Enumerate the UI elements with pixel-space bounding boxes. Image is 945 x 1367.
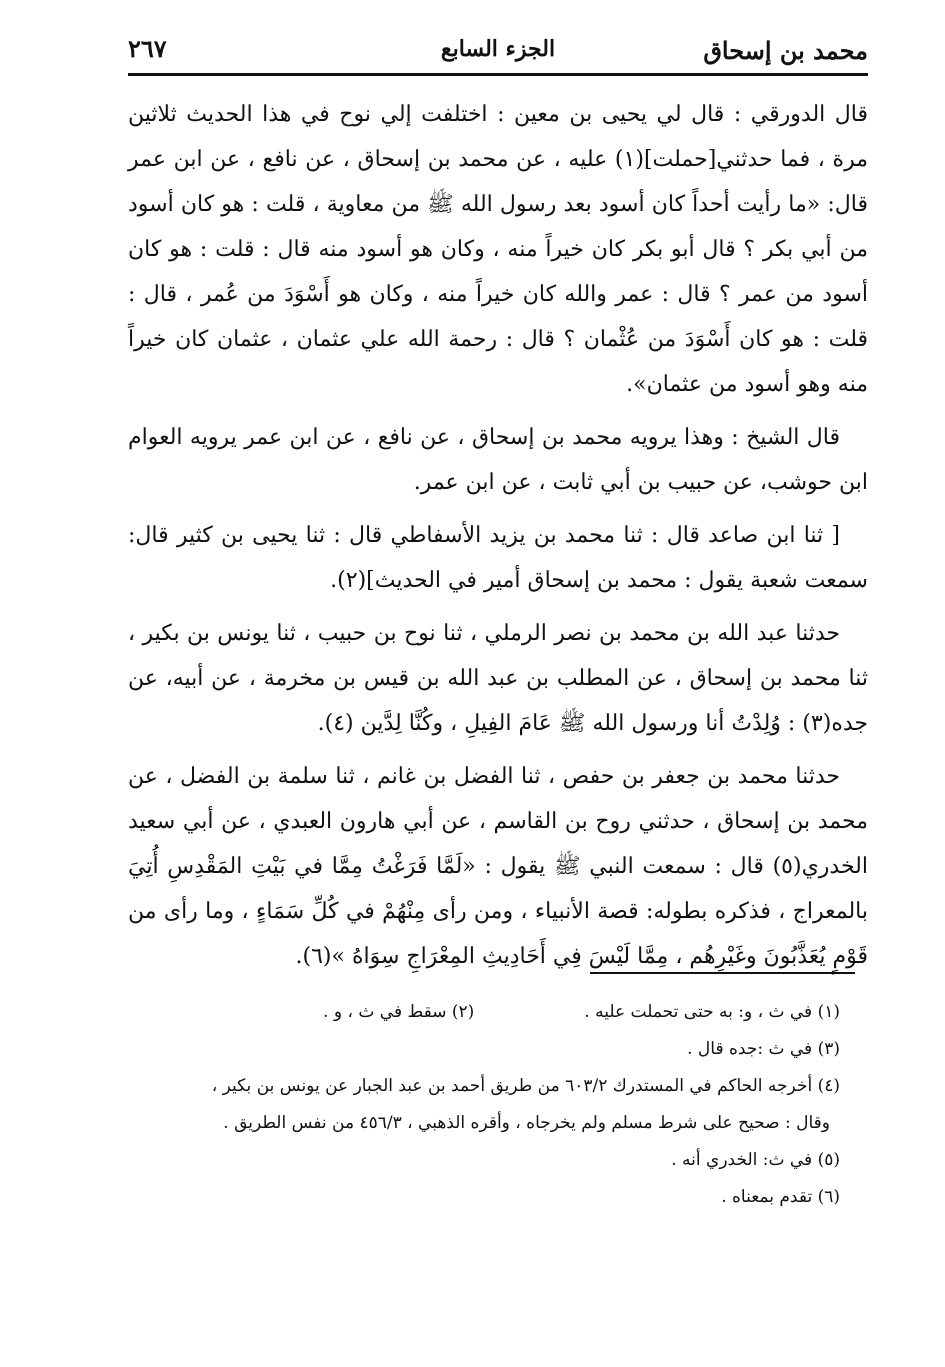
footnotes	[180, 994, 840, 1216]
header-rule	[128, 73, 868, 76]
paragraph: حدثنا محمد بن جعفر بن حفص ، ثنا الفضل بن غانم ، ثنا سلمة بن الفضل ، عن محمد بن إسحاق ، حدثني روح بن القاسم ، عن أبي هارون العبدي ، عن أبي سعيد الخدري(٥) قال : سمعت النبي ﷺ يقول : «لَمَّا فَرَغْتُ مِمَّا في بَيْتِ المَقْدِسِ أُتِيَ بالمعراج ، فذكره بطوله: قصة الأنبياء ، ومن رأى مِنْهُمْ في كُلِّ سَمَاءٍ ، وما رأى من قَوْمٍ يُعَذَّبُونَ وغَيْرِهُم ، مِمَّا لَيْسَ فِي أَحَادِيثِ المِعْرَاجِ سِوَاهُ »(٦).	[128, 764, 868, 969]
paragraph: قال الشيخ : وهذا يرويه محمد بن إسحاق ، عن نافع ، عن ابن عمر يرويه العوام ابن حوشب، عن حبيب بن أبي ثابت ، عن ابن عمر.	[128, 425, 868, 495]
running-title: محمد بن إسحاق	[703, 36, 868, 65]
footnote-separator	[590, 972, 855, 974]
page-number: ٢٦٧	[128, 34, 167, 63]
footnote: (٥) في ث: الخدري أنه .	[671, 1150, 840, 1170]
footnote: (١) في ث ، و: به حتى تحملت عليه .	[584, 1002, 840, 1022]
page-header	[128, 30, 868, 76]
volume-label: الجزء السابع	[440, 36, 556, 62]
footnote-row	[180, 994, 840, 1031]
main-text	[128, 92, 868, 987]
footnote: (٤) أخرجه الحاكم في المستدرك ٦٠٣/٢ من طريق أحمد بن عبد الجبار عن يونس بن بكير ،	[211, 1076, 840, 1096]
paragraph: قال الدورقي : قال لي يحيى بن معين : اختلفت إلي نوح في هذا الحديث ثلاثين مرة ، فما حدثني[حملت](١) عليه ، عن محمد بن إسحاق ، عن نافع ، عن ابن عمر قال: «ما رأيت أحداً كان أسود بعد رسول الله ﷺ من معاوية ، قلت : هو كان أسود من أبي بكر ؟ قال أبو بكر كان خيراً منه ، وكان هو أسود منه قال : قلت : هو كان أسود من عمر ؟ قال : عمر والله كان خيراً منه ، وكان هو أَسْوَدَ من عُمر ، قال : قلت : هو كان أَسْوَدَ من عُثْمان ؟ قال : رحمة الله علي عثمان ، عثمان كان خيراً منه وهو أسود من عثمان».	[128, 102, 869, 397]
footnote: (٢) سقط في ث ، و .	[323, 1002, 475, 1022]
paragraph: حدثنا عبد الله بن محمد بن نصر الرملي ، ثنا نوح بن حبيب ، ثنا يونس بن بكير ، ثنا محمد بن إسحاق ، عن المطلب بن عبد الله بن قيس بن مخرمة ، عن أبيه، عن جده(٣) : وُلِدْتُ أنا ورسول الله ﷺ عَامَ الفِيلِ ، وكُنَّا لِدَّين (٤).	[128, 621, 868, 736]
footnote: (٦) تقدم بمعناه .	[721, 1187, 840, 1207]
paragraph: [ ثنا ابن صاعد قال : ثنا محمد بن يزيد الأسفاطي قال : ثنا يحيى بن كثير قال: سمعت شعبة يقول : محمد بن إسحاق أمير في الحديث](٢).	[128, 523, 868, 593]
footnote: (٣) في ث :جده قال .	[687, 1039, 840, 1059]
footnote-continuation: وقال : صحيح على شرط مسلم ولم يخرجاه ، وأقره الذهبي ، ٤٥٦/٣ من نفس الطريق .	[223, 1113, 830, 1133]
